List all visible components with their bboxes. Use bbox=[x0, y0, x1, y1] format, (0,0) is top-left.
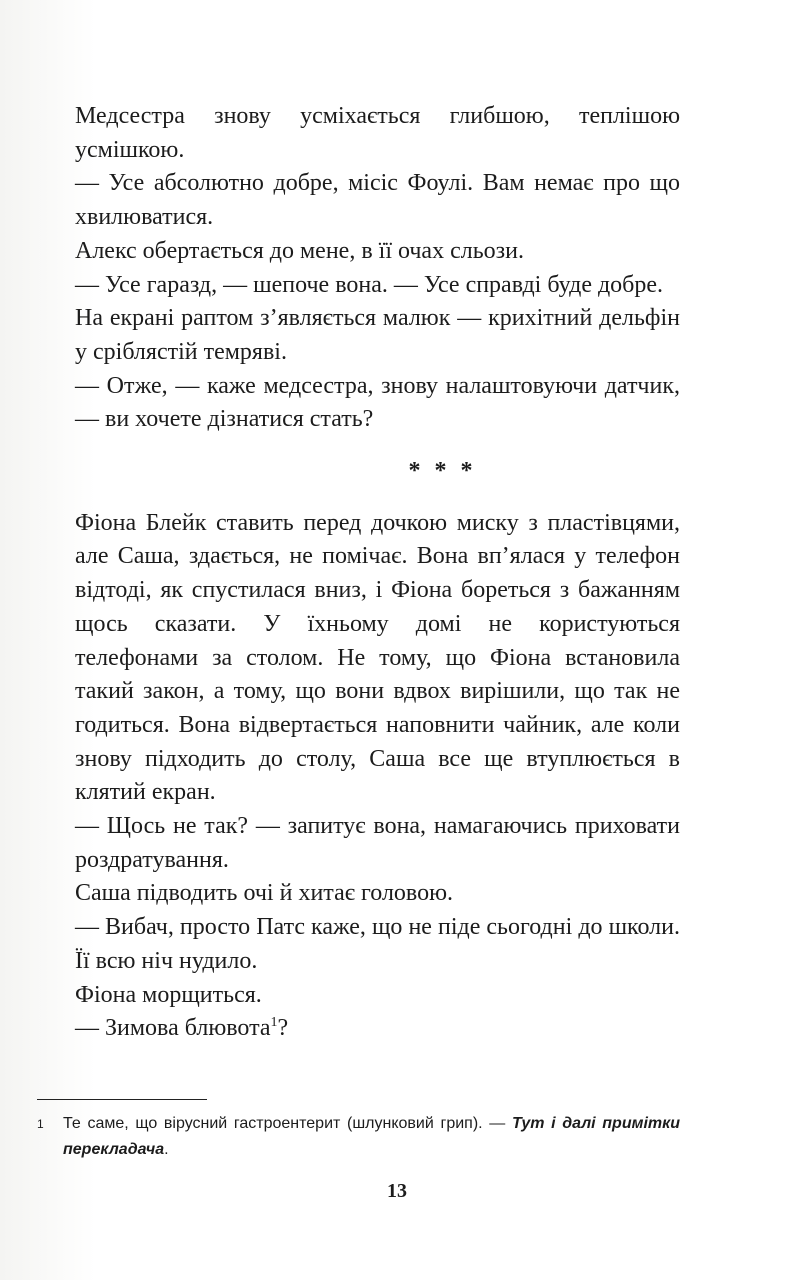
paragraph-last bbox=[75, 1012, 680, 1046]
last-line-tail: ? bbox=[277, 1015, 289, 1042]
paragraph: Фіона Блейк ставить перед дочкою миску з пластівцями, але Саша, здається, не помічає. Вона вп’ялася у телефон відтоді, як спустилася вниз, і Фіона бореться з бажанням щось сказати. У їхньому домі не користуються телефонами за столом. Не тому, що Фіона встановила такий закон, а тому, що вони вдвох вирішили, що так не годиться. Вона відвертається наповнити чайник, але коли знову підходить до столу, Саша все ще втуплюється в клятий екран. bbox=[75, 509, 680, 806]
footnote-text: Те саме, що вірусний гастроентерит (шлунковий грип). — bbox=[63, 1115, 512, 1132]
paragraph: — Усе гаразд, — шепоче вона. — Усе справді буде добре. bbox=[75, 271, 664, 298]
footnote-number: 1 bbox=[37, 1117, 44, 1131]
last-line-text: — Зимова блювота bbox=[75, 1015, 271, 1042]
section-separator: * * * bbox=[408, 458, 477, 485]
footnote-divider bbox=[37, 1099, 207, 1100]
paragraph: На екрані раптом з’являється малюк — крихітний дельфін у сріблястій темряві. bbox=[75, 305, 680, 365]
paragraph: Алекс обертається до мене, в її очах сльози. bbox=[75, 237, 524, 264]
paragraph: — Усе абсолютно добре, місіс Фоулі. Вам немає про що хвилюватися. bbox=[75, 170, 680, 231]
paragraph: Саша підводить очі й хитає головою. bbox=[75, 880, 454, 907]
footnote-end: . bbox=[164, 1141, 169, 1158]
paragraph: Фіона морщиться. bbox=[75, 981, 262, 1008]
paragraph: — Щось не так? — запитує вона, намагаючись приховати роздратування. bbox=[75, 813, 680, 873]
footnote-reference: 1 bbox=[270, 1015, 278, 1031]
footnote bbox=[37, 1111, 680, 1163]
page-number: 13 bbox=[387, 1180, 407, 1202]
footnote-body bbox=[63, 1111, 680, 1163]
main-text bbox=[75, 100, 680, 1046]
paragraph: Медсестра знову усміхається глибшою, теплішою усмішкою. bbox=[75, 103, 680, 163]
paragraph: — Вибач, просто Патс каже, що не піде сьогодні до школи. Її всю ніч нудило. bbox=[75, 914, 680, 974]
footnote-italic: Тут і далі примітки перекладача bbox=[63, 1115, 680, 1158]
paragraph: — Отже, — каже медсестра, знову налаштовуючи датчик, — ви хочете дізнатися стать? bbox=[75, 372, 680, 433]
